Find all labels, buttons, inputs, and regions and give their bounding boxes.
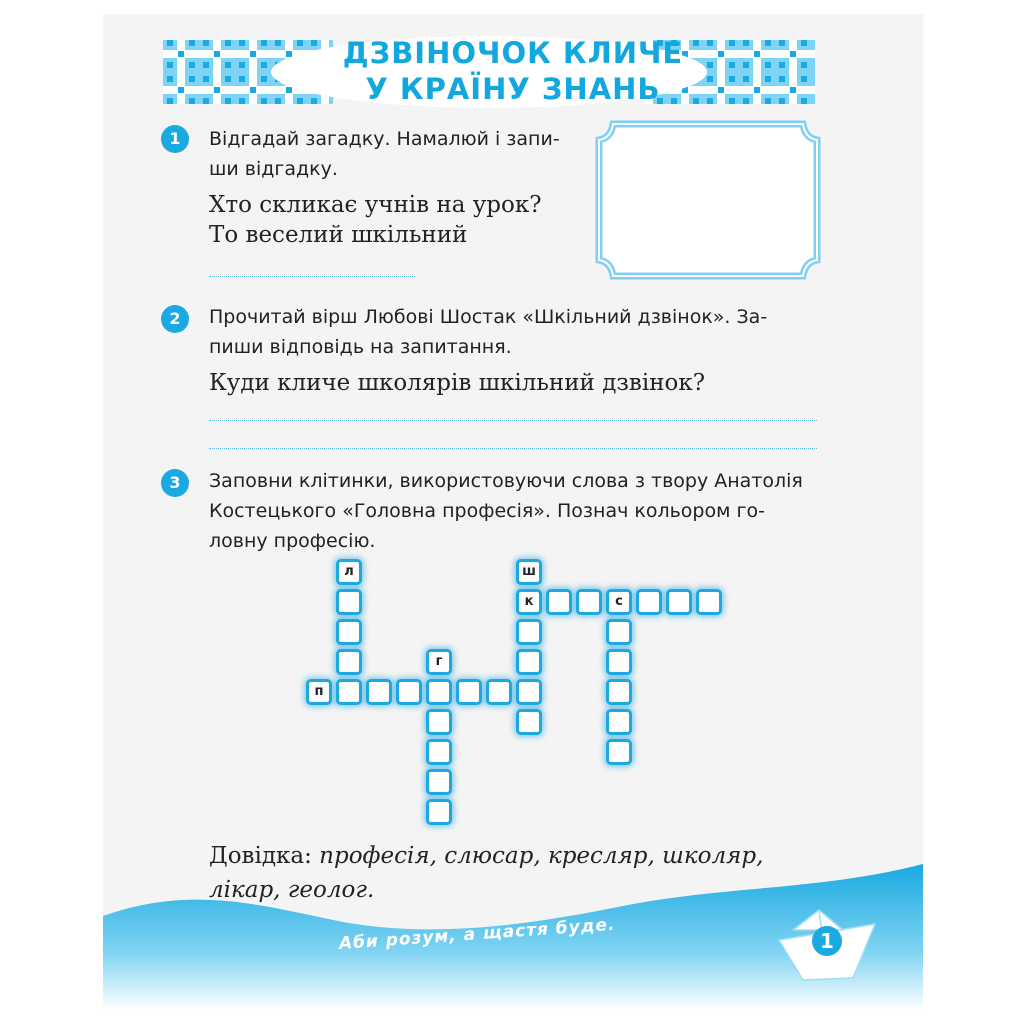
crossword-cell[interactable] (336, 679, 362, 705)
crossword-cell-п[interactable]: п (306, 679, 332, 705)
task-number-3: 3 (161, 469, 189, 497)
page-title-line-1: ДЗВІНОЧОК КЛИЧЕ (342, 36, 684, 70)
crossword-cell[interactable] (426, 769, 452, 795)
crossword-cell[interactable] (336, 619, 362, 645)
crossword-cell[interactable] (456, 679, 482, 705)
answer-line-task2-a[interactable] (209, 420, 817, 421)
crossword-cell-ш[interactable]: ш (516, 559, 542, 585)
task-number-1: 1 (161, 125, 189, 153)
crossword-cell[interactable] (336, 589, 362, 615)
task3-instruction-line-2: Костецького «Головна професія». Познач кольором го- (209, 500, 765, 522)
crossword-cell[interactable] (516, 619, 542, 645)
task1-instruction-line-2: ши відгадку. (209, 158, 338, 180)
answer-line-task1[interactable] (209, 276, 415, 277)
riddle-line-2: То веселий шкільний (209, 222, 468, 248)
task1-instruction-line-1: Відгадай загадку. Намалюй і запи- (209, 128, 560, 150)
footer-proverb: Аби розум, а щастя буде. (338, 914, 617, 954)
crossword-cell[interactable] (426, 709, 452, 735)
crossword-cell[interactable] (426, 739, 452, 765)
riddle-line-1: Хто скликає учнів на урок? (209, 192, 542, 218)
crossword-cell[interactable] (606, 709, 632, 735)
crossword-cell[interactable] (696, 589, 722, 615)
crossword-cell[interactable] (516, 709, 542, 735)
task3-instruction-line-1: Заповни клітинки, використовуючи слова з твору Анатолія (209, 470, 803, 492)
crossword-cell[interactable] (666, 589, 692, 615)
workbook-page (103, 14, 923, 1010)
crossword-cell[interactable] (366, 679, 392, 705)
task2-question: Куди кличе школярів шкільний дзвінок? (209, 370, 706, 396)
crossword-cell[interactable] (516, 679, 542, 705)
crossword-cell[interactable] (636, 589, 662, 615)
page-number: 1 (820, 929, 834, 953)
crossword-cell-с[interactable]: с (606, 589, 632, 615)
crossword-cell[interactable] (546, 589, 572, 615)
crossword-cell[interactable] (516, 649, 542, 675)
task2-instruction-line-1: Прочитай вірш Любові Шостак «Шкільний дзвінок». За- (209, 306, 768, 328)
crossword-cell[interactable] (606, 649, 632, 675)
crossword-cell[interactable] (606, 739, 632, 765)
crossword-cell-л[interactable]: л (336, 559, 362, 585)
crossword-cell[interactable] (606, 619, 632, 645)
crossword-cell-г[interactable]: г (426, 649, 452, 675)
reference-label: Довідка: (209, 843, 312, 869)
crossword-cell[interactable] (606, 679, 632, 705)
crossword-cell[interactable] (396, 679, 422, 705)
task-number-2: 2 (161, 305, 189, 333)
crossword-cell[interactable] (336, 649, 362, 675)
crossword-cell[interactable] (426, 799, 452, 825)
drawing-frame[interactable] (591, 116, 825, 284)
task3-instruction-line-3: ловну професію. (209, 530, 376, 552)
crossword-cell[interactable] (576, 589, 602, 615)
crossword-cell[interactable] (486, 679, 512, 705)
reference-word-list: професія, слюсар, кресляр, школяр, лікар, геолог. (209, 843, 764, 903)
page-title-line-2: У КРАЇНУ ЗНАНЬ (365, 72, 661, 106)
crossword-cell-к[interactable]: к (516, 589, 542, 615)
crossword-cell[interactable] (426, 679, 452, 705)
answer-line-task2-b[interactable] (209, 448, 817, 449)
task2-instruction-line-2: пиши відповідь на запитання. (209, 336, 512, 358)
